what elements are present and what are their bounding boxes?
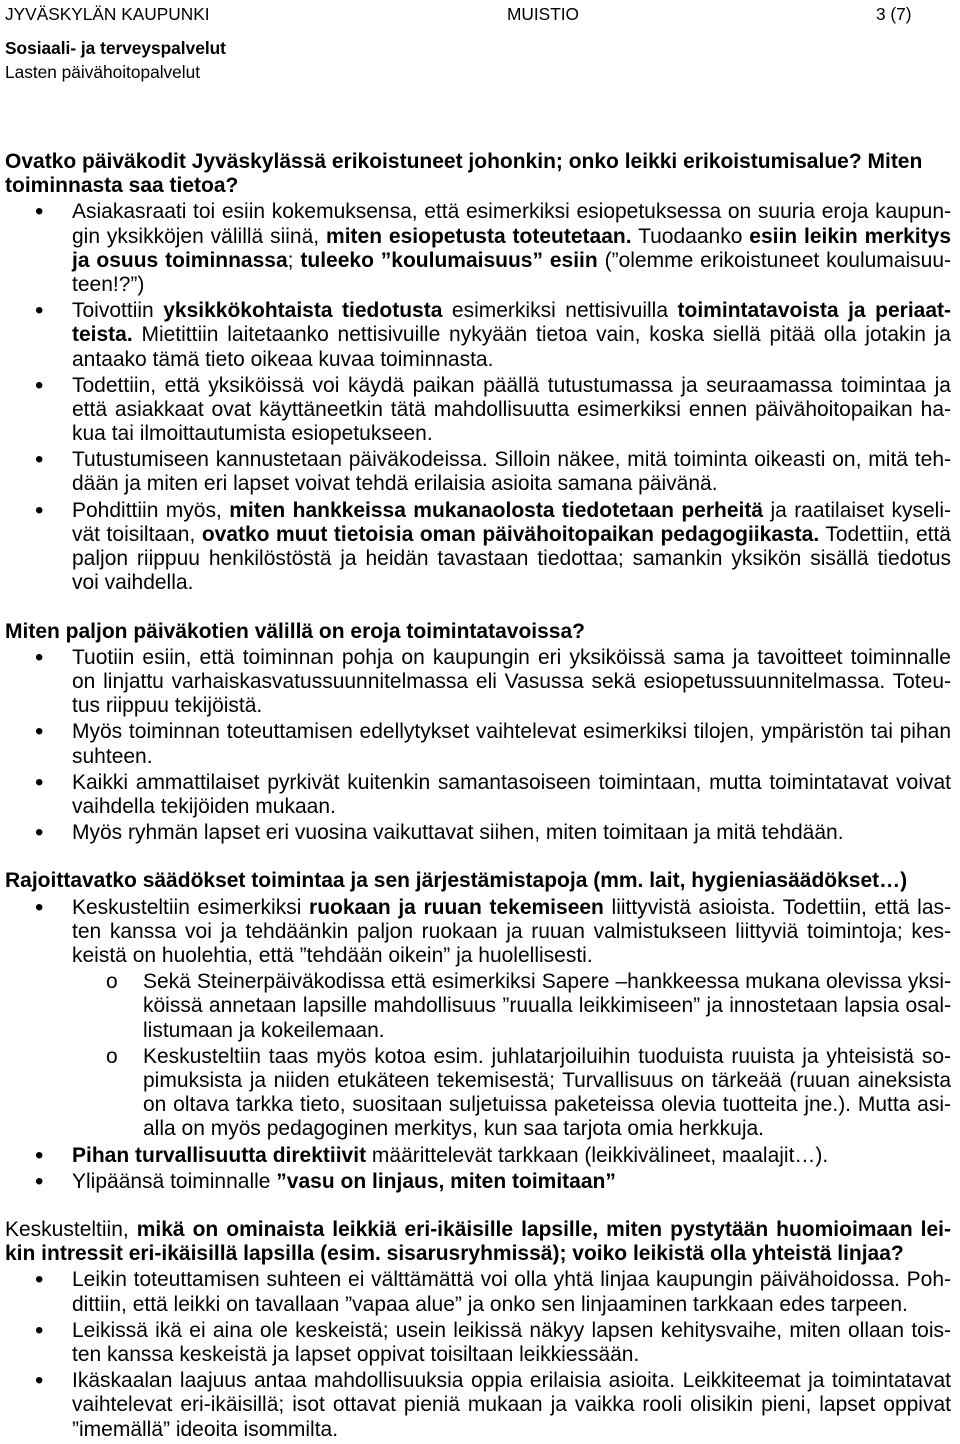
text-line — [72, 1369, 951, 1393]
text-run: pimuksista ja niiden etukäteen tekemisestä; Turvallisuus on tärkeää (ruuan aineksista — [143, 1068, 951, 1092]
text-line — [72, 323, 951, 347]
bold-text-run: miten hankkeissa mukanaolosta tiedotetaan perheitä — [229, 498, 764, 522]
section-heading — [0, 620, 960, 644]
organization-name: JYVÄSKYLÄN KAUPUNKI — [5, 4, 210, 24]
text-line — [72, 1170, 951, 1194]
bullet-item — [0, 299, 960, 372]
text-run: Tutustumiseen kannustetaan päiväkodeissa. Silloin näkee, mitä toiminta oikeasti on, mitä teh- — [72, 448, 951, 472]
sub-bullet-item — [0, 970, 960, 1043]
bullet-item — [0, 496, 960, 596]
text-run: köissä annetaan lapsille mahdollisuus ”ruualla leikkimiseen” ja innostetaan lapsia osal- — [143, 994, 951, 1018]
bold-text-run: Pihan turvallisuutta direktiivit — [72, 1143, 367, 1167]
bold-text-run: tuleeko ”koulumaisuus” esiin — [300, 248, 598, 272]
text-run: vaihtelevat eri-ikäisillä; isot ottavat pieniä mukaan ja vaikka rooli olisikin pieni, lapset oppivat — [72, 1393, 951, 1417]
text-line — [5, 869, 951, 893]
bullet-marker: • — [35, 496, 44, 524]
text-run: Tuodaanko — [631, 224, 750, 248]
text-run: kua tai ilmoittautumista esiopetukseen. — [72, 422, 433, 446]
text-run: Keskusteltiin esimerkiksi — [72, 895, 310, 919]
text-run: alla on myös pedagoginen merkitys, kun saa tarjota omia herkkuja. — [143, 1117, 764, 1141]
text-line — [143, 1093, 951, 1117]
bold-text-run: mikä on ominaista leikkiä eri-ikäisille lapsille, miten pystytään huomioimaan lei- — [136, 1218, 952, 1242]
text-line — [143, 1019, 951, 1043]
text-run: dään ja miten eri lapset voivat tehdä erilaisia asioita samana päivänä. — [72, 472, 718, 496]
text-line — [72, 398, 951, 422]
text-line — [72, 273, 951, 297]
text-line — [5, 174, 951, 198]
text-run: Keskusteltiin taas myös kotoa esim. juhlatarjoiluihin tuoduista ruuista ja yhteisistä so- — [143, 1044, 951, 1068]
bullet-item — [0, 643, 960, 719]
text-line — [72, 200, 951, 224]
text-line — [72, 523, 951, 547]
text-run: vaihdella tekijöiden mukaan. — [72, 794, 336, 818]
text-line — [72, 422, 951, 446]
bullet-item — [0, 893, 960, 969]
bullet-item — [0, 1268, 960, 1316]
text-line — [72, 571, 951, 595]
bold-text-run: toimintatavoista ja periaat- — [677, 299, 951, 323]
unit-name: Lasten päivähoitopalvelut — [5, 62, 201, 82]
bullet-item — [0, 200, 960, 297]
text-line — [143, 994, 951, 1018]
text-run: on oltava tarkka tieto, suositaan suljetuissa paketeissa olevia tuotteita jne.). Mutta asi- — [143, 1093, 951, 1117]
text-run: (”olemme erikoistuneet koulumaisuu- — [597, 248, 951, 272]
bold-text-run: toiminnasta saa tietoa? — [5, 174, 239, 198]
bullet-item — [0, 1316, 960, 1367]
bold-text-run: ovatko muut tietoisia oman päivähoitopaikan pedagogiikasta. — [201, 522, 820, 546]
text-line — [72, 299, 951, 323]
bullet-marker: • — [35, 718, 44, 746]
text-line — [72, 374, 951, 398]
bullet-marker: • — [35, 768, 44, 796]
text-line — [72, 472, 951, 496]
text-run: gin yksikköjen välillä siinä, — [72, 224, 327, 248]
bullet-item — [0, 720, 960, 768]
text-line — [72, 547, 951, 571]
text-line — [143, 1117, 951, 1141]
text-line — [5, 1218, 951, 1242]
text-line — [72, 920, 951, 944]
text-run: suhteen. — [72, 744, 153, 768]
text-line — [72, 1268, 951, 1292]
bullet-marker: • — [35, 446, 44, 474]
text-line — [5, 150, 951, 174]
bold-text-run: Rajoittavatko säädökset toimintaa ja sen järjestämistapoja (mm. lait, hygieniasäädökset…) — [5, 869, 908, 893]
bullet-marker: • — [35, 297, 44, 325]
text-line — [72, 1319, 951, 1343]
text-run: Asiakasraati toi esiin kokemuksensa, että esimerkiksi esiopetuksessa on suuria eroja kaupun- — [72, 200, 951, 224]
bold-text-run: esiin leikin merkitys — [749, 224, 951, 248]
bullet-marker: • — [35, 1367, 44, 1395]
text-line — [72, 944, 951, 968]
bold-text-run: Ovatko päiväkodit Jyväskylässä erikoistuneet johonkin; onko leikki erikoistumisalue? Miten — [5, 150, 923, 173]
text-run: Toivottiin — [72, 299, 164, 323]
bold-text-run: teista. — [72, 323, 133, 347]
text-line — [72, 821, 951, 845]
text-run: listumaan ja kokeilemaan. — [143, 1018, 385, 1042]
bullet-item — [0, 1141, 960, 1169]
bold-text-run: ”vasu on linjaus, miten toimitaan” — [276, 1169, 616, 1193]
text-run: määrittelevät tarkkaan (leikkivälineet, maalajit…). — [366, 1143, 829, 1167]
text-run: tus riippuu tekijöistä. — [72, 694, 263, 718]
text-run: ”imemällä” ideoita isommilta. — [72, 1417, 339, 1441]
text-run: voi vaihdella. — [72, 571, 194, 595]
text-line — [72, 448, 951, 472]
text-line — [72, 1343, 951, 1367]
text-run: liittyvistä asioista. Todettiin, että las- — [603, 895, 952, 919]
bold-text-run: ja osuus toiminnassa — [72, 248, 288, 272]
text-run: Tuotiin esiin, että toiminnan pohja on kaupungin eri yksiköissä sama ja tavoitteet toiminnalle — [72, 645, 951, 669]
bold-text-run: miten esiopetusta toteutetaan. — [326, 224, 632, 248]
text-line — [143, 1069, 951, 1093]
paragraph — [0, 1218, 960, 1266]
bullet-item — [0, 371, 960, 447]
bullet-item — [0, 821, 960, 845]
text-line — [72, 670, 951, 694]
text-run: Leikin toteuttamisen suhteen ei välttämättä voi olla yhtä linjaa kaupungin päivähoidossa. Poh- — [72, 1268, 951, 1292]
text-run: Sekä Steinerpäiväkodissa että esimerkiksi Sapere –hankkeessa mukana olevissa yksi- — [143, 970, 951, 994]
text-run: teen!?”) — [72, 272, 145, 296]
text-run: Todettiin, että yksiköissä voi käydä paikan päällä tutustumassa ja seuraamassa toimintaa ja — [72, 373, 951, 397]
sub-bullet-marker: o — [106, 1044, 118, 1068]
text-run: Pohdittiin myös, — [72, 498, 230, 522]
text-run: dittiin, että leikki on tavallaan ”vapaa alue” ja onko sen linjaaminen tarkkaan edes tarpeen. — [72, 1292, 908, 1316]
text-run: keistä on huolehtia, että ”tehdään oikein” ja huolellisesti. — [72, 944, 593, 967]
department-name: Sosiaali- ja terveyspalvelut — [5, 38, 226, 58]
bullet-marker: • — [35, 371, 44, 399]
section-heading — [0, 150, 960, 198]
text-line — [72, 1393, 951, 1417]
text-line — [5, 1242, 951, 1266]
text-run: Keskusteltiin, — [5, 1218, 137, 1242]
text-line — [72, 249, 951, 273]
text-run: Mietittiin laitetaanko nettisivuille nykyään tietoa vain, koska siellä pitää olla jotakin ja — [132, 323, 951, 347]
text-line — [72, 720, 951, 744]
bullet-marker: • — [35, 893, 44, 921]
bullet-item — [0, 448, 960, 496]
text-run: Myös toiminnan toteuttamisen edellytykset vaihtelevat esimerkiksi tilojen, ympäristön tai pihan — [72, 720, 951, 744]
bullet-marker: • — [35, 1266, 44, 1294]
text-run: ja raatilaiset kyseli- — [763, 498, 951, 522]
text-run: Kaikki ammattilaiset pyrkivät kuitenkin samantasoiseen toimintaan, mutta toimintatavat voivat — [72, 770, 951, 794]
bullet-item — [0, 768, 960, 819]
text-line — [72, 499, 951, 523]
text-line — [72, 896, 951, 920]
section-heading — [0, 869, 960, 893]
text-line — [72, 646, 951, 670]
text-run: Ylipäänsä toiminnalle — [72, 1169, 277, 1193]
text-run: Myös ryhmän lapset eri vuosina vaikuttavat siihen, miten toimitaan ja mitä tehdään. — [72, 821, 844, 845]
page-number: 3 (7) — [876, 4, 912, 24]
text-run: ten kanssa voi ja tehdäänkin paljon ruokaan ja ruuan valmistukseen liittyviä toimintoja; kes- — [72, 919, 951, 943]
bullet-item — [0, 1369, 960, 1442]
text-run: on linjattu varhaiskasvatussuunnitelmassa eli Vasussa sekä esiopetussuunnitelmassa. Toteu- — [72, 669, 951, 693]
text-run: että asiakkaat ovat käyttäneetkin tätä mahdollisuutta esimerkiksi ennen päivähoitopaikan ha- — [72, 397, 951, 421]
text-line — [72, 795, 951, 819]
text-run: Todettiin, että — [819, 522, 951, 546]
bold-text-run: kin intressit eri-ikäisillä lapsilla (esim. sisarusryhmissä); voiko leikistä olla yhteistä linjaa? — [5, 1242, 904, 1266]
text-line — [143, 970, 951, 994]
text-run: Ikäskaalan laajuus antaa mahdollisuuksia oppia erilaisia asioita. Leikkiteemat ja toimintatavat — [72, 1369, 951, 1393]
bold-text-run: Miten paljon päiväkotien välillä on eroja toimintatavoissa? — [5, 619, 585, 643]
bold-text-run: ruokaan ja ruuan tekemiseen — [309, 895, 604, 919]
text-line — [72, 771, 951, 795]
bullet-marker: • — [35, 1167, 44, 1195]
text-run: esimerkiksi nettisivuilla — [442, 299, 678, 323]
bold-text-run: yksikkökohtaista tiedotusta — [163, 299, 443, 323]
text-line — [72, 225, 951, 249]
text-line — [72, 1293, 951, 1317]
text-line — [5, 620, 951, 644]
text-line — [72, 694, 951, 718]
text-run: ; — [287, 248, 301, 272]
bullet-marker: • — [35, 643, 44, 671]
sub-bullet-item — [0, 1045, 960, 1142]
text-run: vät toisiltaan, — [72, 522, 202, 546]
text-line — [143, 1045, 951, 1069]
text-run: ten kanssa keskeistä ja lapset oppivat toisiltaan leikkiessään. — [72, 1343, 640, 1366]
memo-body — [0, 150, 960, 1442]
text-run: paljon riippuu henkilöstöstä ja heidän tavastaan tiedottaa; samankin yksikön sisällä tiedotus — [72, 547, 951, 570]
bullet-marker: • — [35, 819, 44, 847]
text-line — [72, 1418, 951, 1442]
bullet-marker: • — [35, 198, 44, 226]
sub-bullet-marker: o — [106, 970, 118, 994]
bullet-item — [0, 1167, 960, 1195]
text-line — [72, 745, 951, 769]
bullet-marker: • — [35, 1141, 44, 1169]
text-line — [72, 1144, 951, 1168]
text-line — [72, 348, 951, 372]
bullet-marker: • — [35, 1316, 44, 1344]
text-run: Leikissä ikä ei aina ole keskeistä; usein leikissä näkyy lapsen kehitysvaihe, miten ollaan tois- — [72, 1318, 951, 1342]
document-type: MUISTIO — [507, 4, 580, 24]
text-run: antaako tämä tieto oikeaa kuvaa toiminnasta. — [72, 347, 494, 371]
